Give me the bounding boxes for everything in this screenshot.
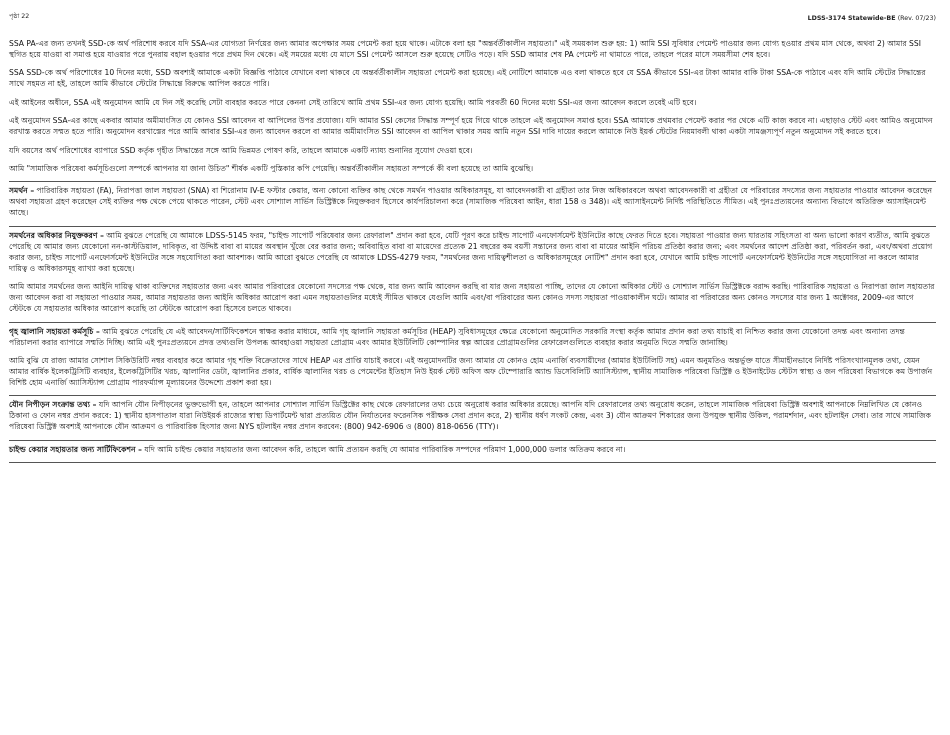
paragraph-text: যদি আমি চাইল্ড কেয়ার সহায়তার জন্য আবেদন করি, তাহলে আমি প্রত্যয়ন করছি যে আমার পারিবারিক সম্পদের পরিমাণ 1,000,000 ডলার অতিক্রম করবে না। [141, 444, 626, 454]
page-number: পৃষ্ঠা 22 [9, 13, 30, 20]
bottom-divider [9, 462, 936, 463]
section-heading: সমর্থন – [9, 186, 35, 196]
paragraph-interim-assistance-notice [9, 67, 936, 89]
paragraph-text: আমি আমার সমর্থনের জন্য আইনি দায়িত্ব থাকা ব্যক্তিদের সহায়তার জন্য এবং আমার পরিবারের যেকোনো সদস্যের পক্ষ থেকে, যার জন্য আমি আবেদন করছি বা যার জন্য সহায়তা পাচ্ছি, তাদের যে কোনো অধিকার স্টেট ও সোশ্যাল সার্ভিস ডিস্ট্রিক্টকে বরাদ্দ করছি। পারিবারিক সহায়তা ও নিরাপত্তা জাল সহায়তার জন্য আবেদন করা বা সহায়তা পাওয়ার সময়, আমার সহায়তার জন্য আইনি অধিকার আরোপ করা এমন সহায়তাগুলির মধ্যেই সীমিত থাকবে যেগুলি আমি এবং/বা পরিবারের অন্য কোনও সদস্য সহায়তা পাওয়াকালীন ঘটে। আমার বা পরিবারের অন্য কোনও সদস্যের যার জন্য 1 অক্টোবর, 2009-এর আগে স্টেটকে যে সহায়তার অধিকার আরোপ করেছি তা স্টেটকে আরোপ করা হিসেবে চলতে থাকবে। [9, 282, 935, 314]
form-revision: (Rev. 07/23) [897, 15, 936, 22]
document-body [9, 38, 936, 463]
paragraph-text: যদি আপনি যৌন নিপীড়নের ভুক্তভোগী হন, তাহলে আপনার সোশ্যাল সার্ভিস ডিস্ট্রিক্টের কাছ থেকে রেফারালের তথ্য চেয়ে অনুরোধ করার অধিকার রয়েছে। আপনি যদি রেফারালের তথ্য অনুরোধ করেন, তাহলে সামাজিক পরিষেবা ডিস্ট্রিক্ট অবশ্যই আপনাকে নিম্নলিখিত যে কোনও ঠিকানা ও ফোন নম্বর প্রদান করবে: 1) স্থানীয় হাসপাতাল যারা নিউইয়র্ক রাজ্যের স্বাস্থ্য ডিপার্টমেন্ট দ্বারা প্রত্যয়িত যৌন নির্যাতনের ফরেনসিক পরীক্ষক সেবা প্রদান করে, 2) স্থানীয় ধর্ষণ সংকট কেন্দ্র, এবং 3) যৌন আক্রমণ শিকারের জন্য উপযুক্ত স্থানীয় উকিল, পরামর্শদান, এবং হটলাইন সেবা। তার সাথে সামাজিক পরিষেবা ডিস্ট্রিক্ট অবশ্যই আপনাকে যৌন আক্রমণ ও পারিবারিক হিংসার জন্য NYS হটলাইন নম্বর প্রদান করবেন: (800) 942-6906 ও (800) 818-0656 (TTY)। [9, 400, 931, 432]
section-heading: যৌন নিপীড়ন সংক্রান্ত তথ্য – [9, 400, 97, 410]
section-heading: চাইল্ড কেয়ার সহায়তার জন্য সার্টিফিকেশন – [9, 444, 142, 454]
section-home-energy-assistance [9, 322, 936, 348]
section-assignment-of-support-rights [9, 226, 936, 274]
section-child-care-certification [9, 440, 936, 455]
paragraph-text: আমি "সামাজিক পরিষেবা কর্মসূচিগুলো সম্পর্কে আপনার যা জানা উচিত" শীর্ষক একটি পুস্তিকার কপি পেয়েছি। অন্তর্বর্তীকালীন সহায়তা সম্পর্কে কী বলা হয়েছে তা আমি বুঝেছি। [9, 163, 534, 173]
form-id-code: LDSS-3174 Statewide-BE [807, 15, 896, 22]
paragraph-text: SSA PA-এর জন্য তখনই SSD-কে অর্থ পরিশোধ করবে যদি SSA-এর যোগ্যতা নির্ণয়ের জন্য আমার অপেক্ষার সময় পেমেন্ট করা হয়ে থাকে। এটাকে বলা হয় "অন্তর্বর্তীকালীন সহায়তা।" এই সময়কাল শুরু হয়: 1) আমি SSI সুবিধার পেমেন্ট পাওয়ার জন্য যোগ্য হওয়ার প্রথম মাস থেকে, অথবা 2) আমার SSI স্থগিত হয়ে যাওয়া বা সমাপ্ত হয়ে যাওয়ার পরে পুনরায় বহাল হওয়ার পরে প্রথম দিন থেকে। এই সময়ের মধ্যে যে মাসে SSI পেমেন্ট আসলে শুরু হয়েছে সেটিও পড়ে। যদি SSD আমার শেষ PA পেমেন্ট না থামাতে পারে, তাহলে পরের মাসে সময়সীমা শেষ হবে। [9, 39, 921, 59]
paragraph-text: পারিবারিক সহায়তা (FA), নিরাপত্তা জাল সহায়তা (SNA) বা শিরোনাম IV-E ফস্টার কেয়ার, অন্য কোনো ব্যক্তির কাছ থেকে সমর্থন পাওয়ার অধিকারসমূহ, যা আবেদনকারী বা গ্রহীতা তার নিজ অধিকারবলে অথবা আবেদনকারী বা গ্রহীতা যে পরিবারের সদস্যের জন্য সহায়তার পাওয়ার আবেদন করেছেন অথবা সহায়তা গ্রহণ করেছেন সেই ব্যক্তির পক্ষ থেকে পেয়ে থাকতে পারেন, স্টেট এবং সোশ্যাল সার্ভিস ডিস্ট্রিক্টকে নিযুক্তকরণ হিসেবে কার্যপরিচালনা করে (সামাজিক পরিষেবা আইন, ধারা 158 ও 348)। এই অ্যাসাইনমেন্ট নির্দিষ্ট পরিস্থিতিতে সীমিত। এই পুনঃপ্রত্যয়নের অন্যান্য বিভাগে অতিরিক্ত অ্যাসাইনমেন্ট আছে। [9, 186, 933, 218]
paragraph-text: SSA SSD-কে অর্থ পরিশোধের 10 দিনের মধ্যে, SSD অবশ্যই আমাকে একটা বিজ্ঞপ্তি পাঠাবে যেখানে বলা থাকবে যে অন্তর্বর্তীকালীন সহায়তা পেমেন্ট করা হয়েছে। এই নোটিশে আমাকে এও বলা থাকতে হবে যে SSA কীভাবে SSI-এর টাকা আমার বাকি টাকা SSA-কে পাঠাবে এবং যদি আমি স্টেটের সিদ্ধান্তের সাথে সহমত না হই, তাহলে আমি কীভাবে স্টেটের সিদ্ধান্তে বিরুদ্ধে আপিল করতে পারি। [9, 68, 926, 89]
paragraph-text: আমি বুঝতে পেরেছি যে এই আবেদন/সার্টিফিকেশনে স্বাক্ষর করার মাধ্যমে, আমি গৃহ জ্বালানি সহায়তা কর্মসূচির (HEAP) সুবিধাসমূহের ক্ষেত্রে যেকোনো অনুমোদিত সরকারি সংস্থা কর্তৃক আমার প্রদান করা তথ্য যাচাই বা নিশ্চিত করার জন্য যেকোনো তদন্ত এবং অন্যান্য তদন্ত পরিচালনা করার ব্যাপারে সম্মতি দিচ্ছি। আমি এই পুনঃপ্রত্যয়নে প্রদত্ত তথ্যগুলি উপলব্ধ আবহাওয়া সহায়তা প্রোগ্রাম এবং আমার ইউটিলিটি কোম্পানির স্বল্প আয়ের প্রোগ্রামগুলির রেফারেলগুলিতে ব্যবহার করার অনুমতি দিতে সম্মতি জানাচ্ছি। [9, 326, 905, 347]
page-header [9, 0, 936, 22]
paragraph-interim-assistance-definition [9, 38, 936, 60]
paragraph-assignment-details [9, 281, 936, 314]
paragraph-text: আমি বুঝি যে রাজ্য আমার সোশাল সিকিউরিটি নম্বর ব্যবহার করে আমার গৃহ শক্তি বিক্রেতাদের সাথে HEAP এর প্রাপ্তি যাচাই করবে। এই অনুমোদনটির জন্য আমার যে কোনও হোম এনার্জি ব্যবসায়ীদের (আমার ইউটিলিটি সহ) এমন অনুমতিও অন্তর্ভুক্ত যাতে সীমাহীনভাবে নির্দিষ্ট পরিসংখ্যানমূলক তথ্য, যেমন আমার বার্ষিক ইলেকট্রিসিটি ব্যবহার, ইলেকট্রিসিটির খরচ, জ্বালানির ডেটা, জ্বালানির প্রকার, বার্ষিক জ্বালানির খরচ ও পেমেন্টের ইতিহাস নিউ ইয়র্ক স্টেট অফিস অফ টেম্পোরারি অ্যান্ড ডিসেবিলিটি অ্যাসিস্ট্যান্স, স্থানীয় সামাজিক পরিষেবা ডিস্ট্রিক্ট ও ইউনাইটেড স্টেটস স্বাস্থ্য ও জন পরিষেবা বিভাগকে কম উপার্জন বিশিষ্ট হোম এনার্জি অ্যাসিস্ট্যান্স প্রোগ্রাম পারফর্ম্যান্স মূল্যায়নের উদ্দেশ্যে প্রকাশ করা হয়। [9, 355, 933, 387]
paragraph-fair-hearing [9, 145, 936, 156]
form-identifier [808, 15, 936, 22]
paragraph-authorization-scope [9, 115, 936, 137]
paragraph-text: যদি বয়সের অর্থ পরিশোধের ব্যাপারে SSD কর্তৃক গৃহীত সিদ্ধান্তের সঙ্গে আমি ভিন্নমত পোষণ করি, তাহলে আমাকে একটি ন্যায্য শুনানির সুযোগ দেওয়া হবে। [9, 145, 473, 155]
section-sexual-assault-information [9, 395, 936, 432]
paragraph-text: আমি বুঝতে পেরেছি যে আমাকে LDSS-5145 ফরম, "চাইল্ড সাপোর্ট পরিষেবার জন্য রেফারাল" প্রদান করা হবে, যেটি পূরণ করে চাইল্ড সাপোর্ট এনফোর্সমেন্ট ইউনিটের কাছে ফেরত দিতে হবে। সহায়তা পাওয়ার জন্য ঘারতায় সহিংসতা বা অন্য ভালো কারণ ব্যতীত, আমি বুঝতে পেরেছি যে আমার জন্য যেকোনো নন-কাস্টডিয়াল, দাবিকৃত, বা উদ্দিষ্ট বাবা বা মায়ের অবস্থান খুঁজে বের করার জন্য; অবিবাহিত বাবা বা মায়েদের প্রত্যেক 21 বছরের কম বয়সী সন্তানের জন্য বাবা বা মায়ের আইনি পরিচয় প্রতিষ্ঠা করার জন্য; এবং সমর্থনের আদেশ প্রতিষ্ঠা করা, পরিবর্তন করা, এবং/অথবা প্রয়োগ করার জন্য, চাইল্ড সাপোর্ট এনফোর্সমেন্ট ইউনিটের সঙ্গে সহযোগিতা করা আবশ্যক। আমি আরো বুঝতে পেরেছি যে আমাকে LDSS-4279 ফরম, "সমর্থনের জন্য দায়িত্বশীলতা ও অধিকারসমূহের নোটিশ" প্রদান করা হবে, যেখানে আমি চাইল্ড সাপোর্ট এনফোর্সমেন্ট ইউনিটের সঙ্গে সহযোগিতা না করলে আমার দায়িত্ব ও অধিকারসমূহ ব্যাখ্যা করা হয়েছে। [9, 230, 933, 273]
paragraph-authorization-use [9, 97, 936, 108]
section-heading: গৃহ জ্বালানি সহায়তা কর্মসূচি – [9, 326, 100, 336]
section-heading: সমর্থনের অধিকার নিযুক্তকরণ – [9, 230, 104, 240]
paragraph-booklet-receipt [9, 163, 936, 174]
paragraph-text: এই অনুমোদন SSA-এর কাছে একবার আমার অমীমাংসিত যে কোনও SSI আবেদন বা আপিলের উপর প্রযোজ্য। যদি আমার SSI কেসের সিদ্ধান্ত সম্পূর্ণ হয়ে গিয়ে থাকে তাহলে এই অনুমোদন সমাপ্ত হবে। SSA আমাকে প্রথমবার পেমেন্ট করার পর থেকে এটি কাজ করবে না। এছাড়াও স্টেট এবং আমিও অনুমোদন বরখাস্ত করতে সম্মত হতে পারি। অনুমোদন বরখাস্তের পরে আমি আবার SSI-এর জন্য আবেদন করলে বা আমার অমীমাংসিত SSI আবেদন বা আপিল থাকার সময় আমি নতুন SSI দাবি দায়ের করলে আমাকে নিউ ইয়র্ক স্টেটের নিয়মাবলী থাকা একটা সামঞ্জস্যপূর্ণ নতুন অনুমোদন সই করতে হবে। [9, 116, 933, 137]
paragraph-heap-ssn-verification [9, 355, 936, 388]
section-support [9, 181, 936, 218]
paragraph-text: এই আইনের অধীনে, SSA এই অনুমোদন আমি যে দিন সই করেছি সেটা ব্যবহার করতে পারে কেননা সেই তারিখে আমি প্রথম SSI-এর জন্য যোগ্য হয়েছি। আমি পরবর্তী 60 দিনের মধ্যে SSI-এর জন্য আবেদন করলে তবেই এটি হবে। [9, 97, 697, 107]
